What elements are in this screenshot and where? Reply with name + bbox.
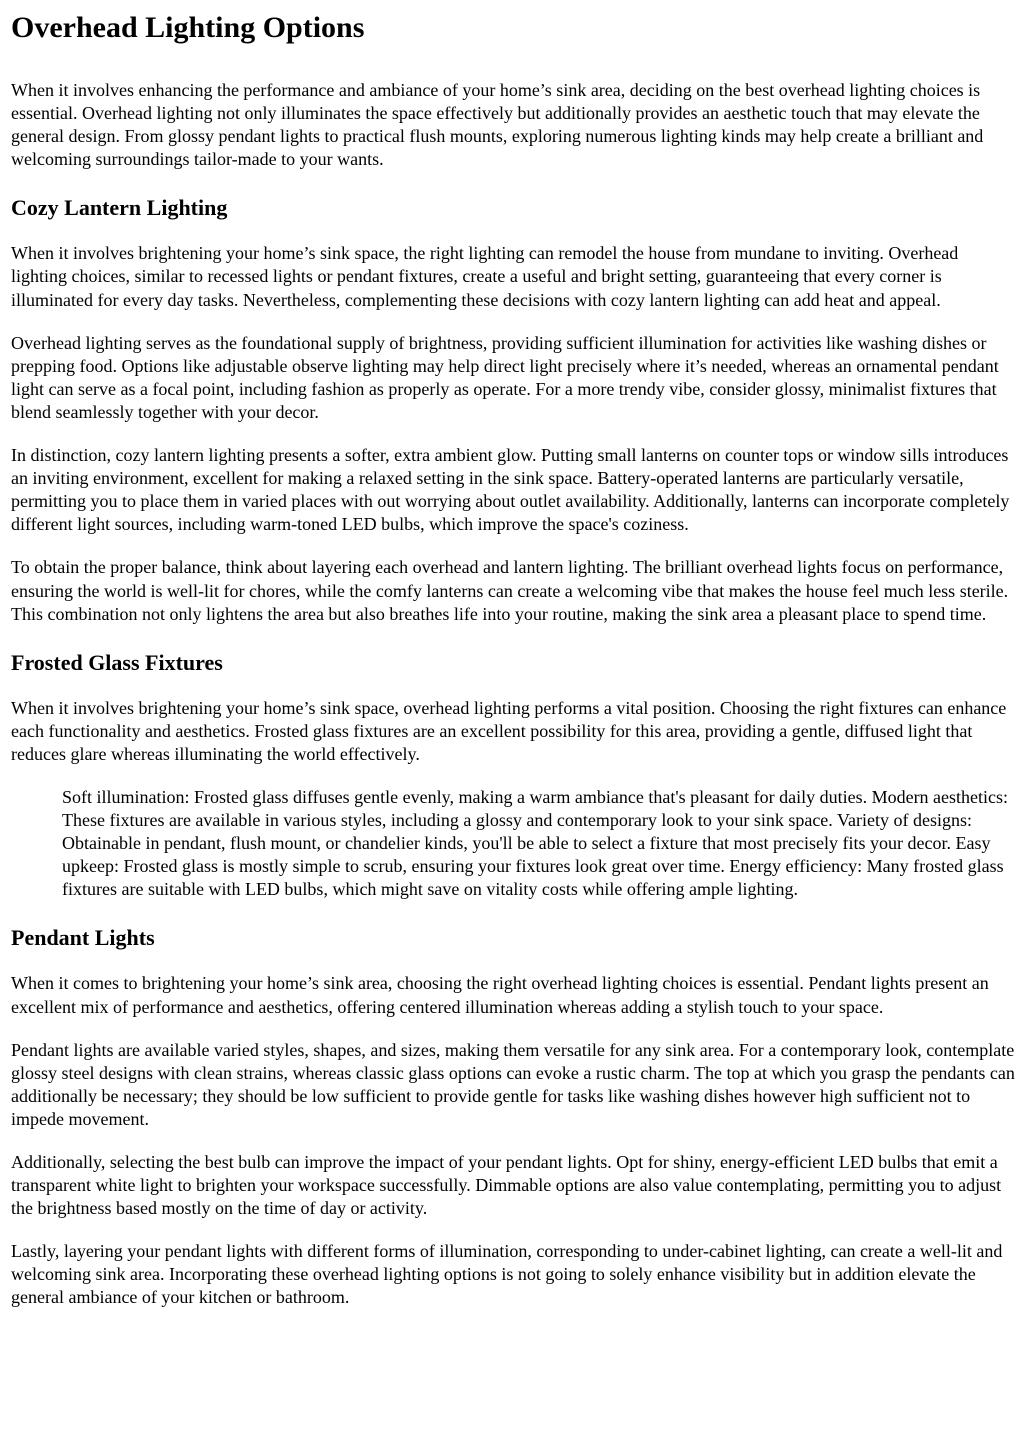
- section-paragraph: In distinction, cozy lantern lighting presents a softer, extra ambient glow. Putting small lanterns on counter tops or window sills introduces an inviting environment, excellent for making a relaxed setting in the sink space. Battery-operated lanterns are particularly versatile, permitting you to place them in varied places with out worrying about outlet availability. Additionally, lanterns can incorporate completely different light sources, including warm-toned LED bulbs, which improve the space's coziness.: [11, 445, 1010, 535]
- section-paragraph: To obtain the proper balance, think about layering each overhead and lantern lighting. The brilliant overhead lights focus on performance, ensuring the world is well-lit for chores, while the comfy lanterns can create a welcoming vibe that makes the house feel much less sterile. This combination not only lightens the area but also breathes life into your routine, making the sink area a pleasant place to spend time.: [11, 557, 1009, 624]
- section-heading-frosted-glass: Frosted Glass Fixtures: [11, 649, 223, 675]
- page-title: Overhead Lighting Options: [11, 11, 365, 44]
- section-paragraph: Additionally, selecting the best bulb can improve the impact of your pendant lights. Opt for shiny, energy-efficient LED bulbs that emit a transparent white light to brighten your workspace successfully. Dimmable options are also value contemplating, permitting you to adjust the brightness based mostly on the time of day or activity.: [11, 1152, 1002, 1219]
- section-paragraph: When it comes to brightening your home’s sink area, choosing the right overhead lighting choices is essential. Pendant lights present an excellent mix of performance and aesthetics, offering centered illumination whereas adding a stylish touch to your space.: [11, 973, 989, 1017]
- section-paragraph: When it involves brightening your home’s sink space, the right lighting can remodel the house from mundane to inviting. Overhead lighting choices, similar to recessed lights or pendant fixtures, create a useful and bright setting, guaranteeing that every corner is illuminated for every day tasks. Nevertheless, complementing these decisions with cozy lantern lighting can add heat and appeal.: [11, 243, 959, 310]
- article: [0, 10, 1024, 1310]
- intro-paragraph: When it involves enhancing the performance and ambiance of your home’s sink area, deciding on the best overhead lighting choices is essential. Overhead lighting not only illuminates the space effectively but additionally provides an aesthetic touch that may elevate the general design. From glossy pendant lights to practical flush mounts, exploring numerous lighting kinds may help create a brilliant and welcoming surroundings tailor-made to your wants.: [11, 80, 984, 170]
- feature-list-quote: Soft illumination: Frosted glass diffuses gentle evenly, making a warm ambiance that's pleasant for daily duties. Modern aesthetics: These fixtures are available in various styles, including a glossy and contemporary look to your sink space. Variety of designs: Obtainable in pendant, flush mount, or chandelier kinds, you'll be able to select a fixture that most precisely fits your decor. Easy upkeep: Frosted glass is mostly simple to scrub, ensuring your fixtures look great over time. Energy efficiency: Many frosted glass fixtures are suitable with LED bulbs, which might save on vitality costs while offering ample lighting.: [62, 786, 1009, 900]
- section-paragraph: Overhead lighting serves as the foundational supply of brightness, providing sufficient illumination for activities like washing dishes or prepping food. Options like adjustable observe lighting may help direct light precisely where it’s needed, whereas an ornamental pendant light can serve as a focal point, including fashion as properly as operate. For a more trendy vibe, consider glossy, minimalist fixtures that blend seamlessly together with your decor.: [11, 332, 999, 422]
- section-heading-pendant-lights: Pendant Lights: [11, 925, 155, 951]
- section-paragraph: When it involves brightening your home’s sink space, overhead lighting performs a vital position. Choosing the right fixtures can enhance each functionality and aesthetics. Frosted glass fixtures are an excellent possibility for this area, providing a gentle, diffused light that reduces glare whereas illuminating the world effectively.: [11, 697, 1007, 764]
- section-heading-cozy-lantern: Cozy Lantern Lighting: [11, 195, 228, 221]
- section-paragraph: Pendant lights are available varied styles, shapes, and sizes, making them versatile for any sink area. For a contemporary look, contemplate glossy steel designs with clean strains, whereas classic glass options can evoke a rustic charm. The top at which you grasp the pendants can additionally be necessary; they should be low sufficient to provide gentle for tasks like washing dishes however high sufficient not to impede movement.: [11, 1039, 1015, 1129]
- section-paragraph: Lastly, layering your pendant lights with different forms of illumination, corresponding to under-cabinet lighting, can create a well-lit and welcoming sink area. Incorporating these overhead lighting options is not going to solely enhance visibility but in addition elevate the general ambiance of your kitchen or bathroom.: [11, 1241, 1003, 1308]
